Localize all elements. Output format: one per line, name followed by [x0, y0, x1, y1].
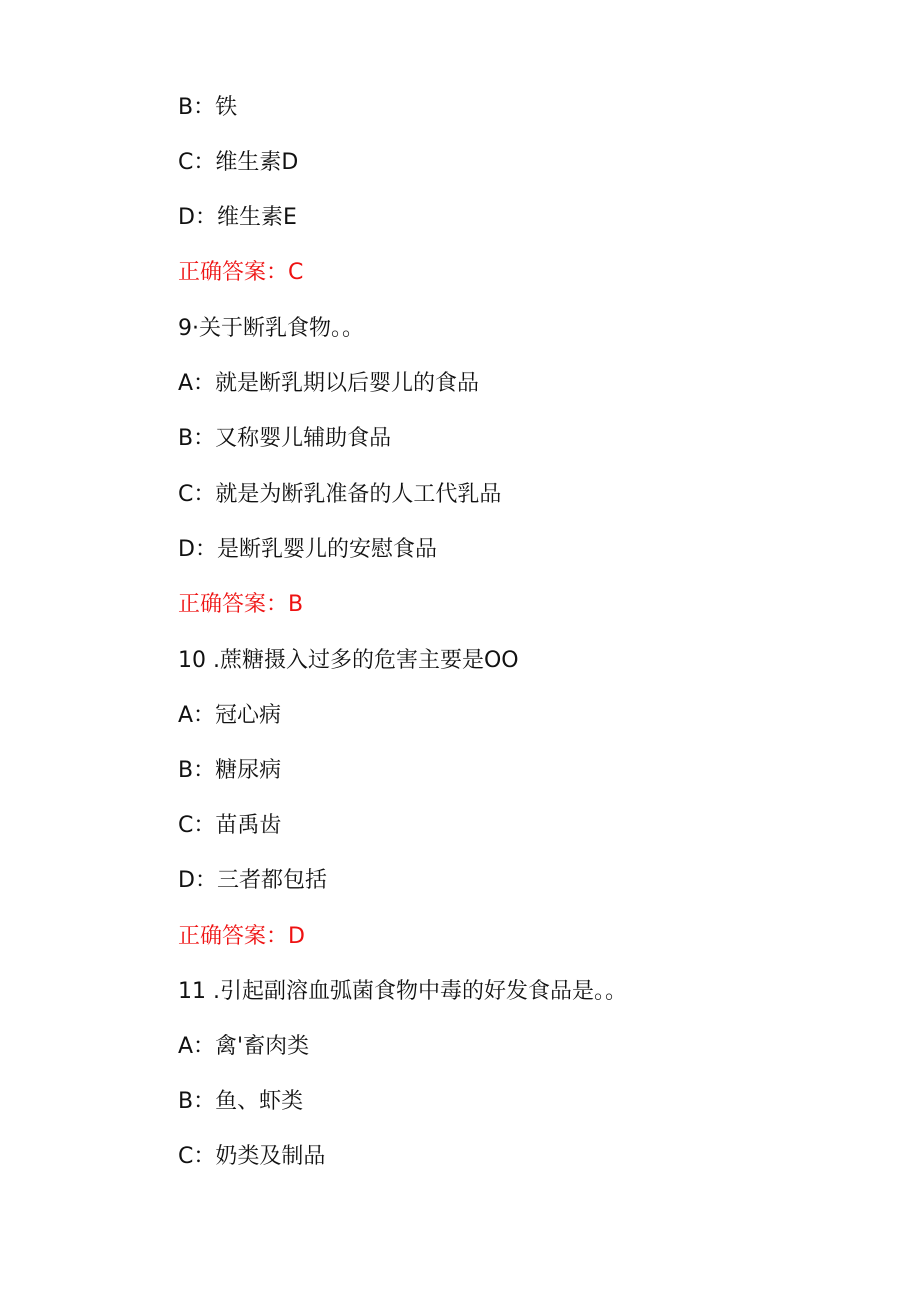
question-line: 11 .引起副溶血弧菌食物中毒的好发食品是。。	[178, 979, 627, 1004]
option-line: B：铁	[178, 95, 238, 120]
option-line: D：三者都包括	[178, 868, 327, 893]
correct-answer-line: 正确答案：C	[178, 260, 304, 285]
option-line: C：苗禹齿	[178, 813, 282, 838]
option-line: D：是断乳婴儿的安慰食品	[178, 537, 437, 562]
option-line: A：就是断乳期以后婴儿的食品	[178, 371, 480, 396]
option-line: B：又称婴儿辅助食品	[178, 426, 392, 451]
question-line: 10 .蔗糖摄入过多的危害主要是OO	[178, 648, 519, 673]
option-line: C：奶类及制品	[178, 1144, 326, 1169]
correct-answer-line: 正确答案：D	[178, 924, 305, 949]
option-line: C：就是为断乳准备的人工代乳品	[178, 482, 502, 507]
correct-answer-line: 正确答案：B	[178, 592, 304, 617]
option-line: B：糖尿病	[178, 758, 282, 783]
option-line: B：鱼、虾类	[178, 1089, 304, 1114]
option-line: C：维生素D	[178, 150, 299, 175]
option-line: D：维生素E	[178, 205, 297, 230]
option-line: A：禽'畜肉类	[178, 1034, 310, 1059]
option-line: A：冠心病	[178, 703, 282, 728]
question-line: 9·关于断乳食物。。	[178, 316, 364, 341]
